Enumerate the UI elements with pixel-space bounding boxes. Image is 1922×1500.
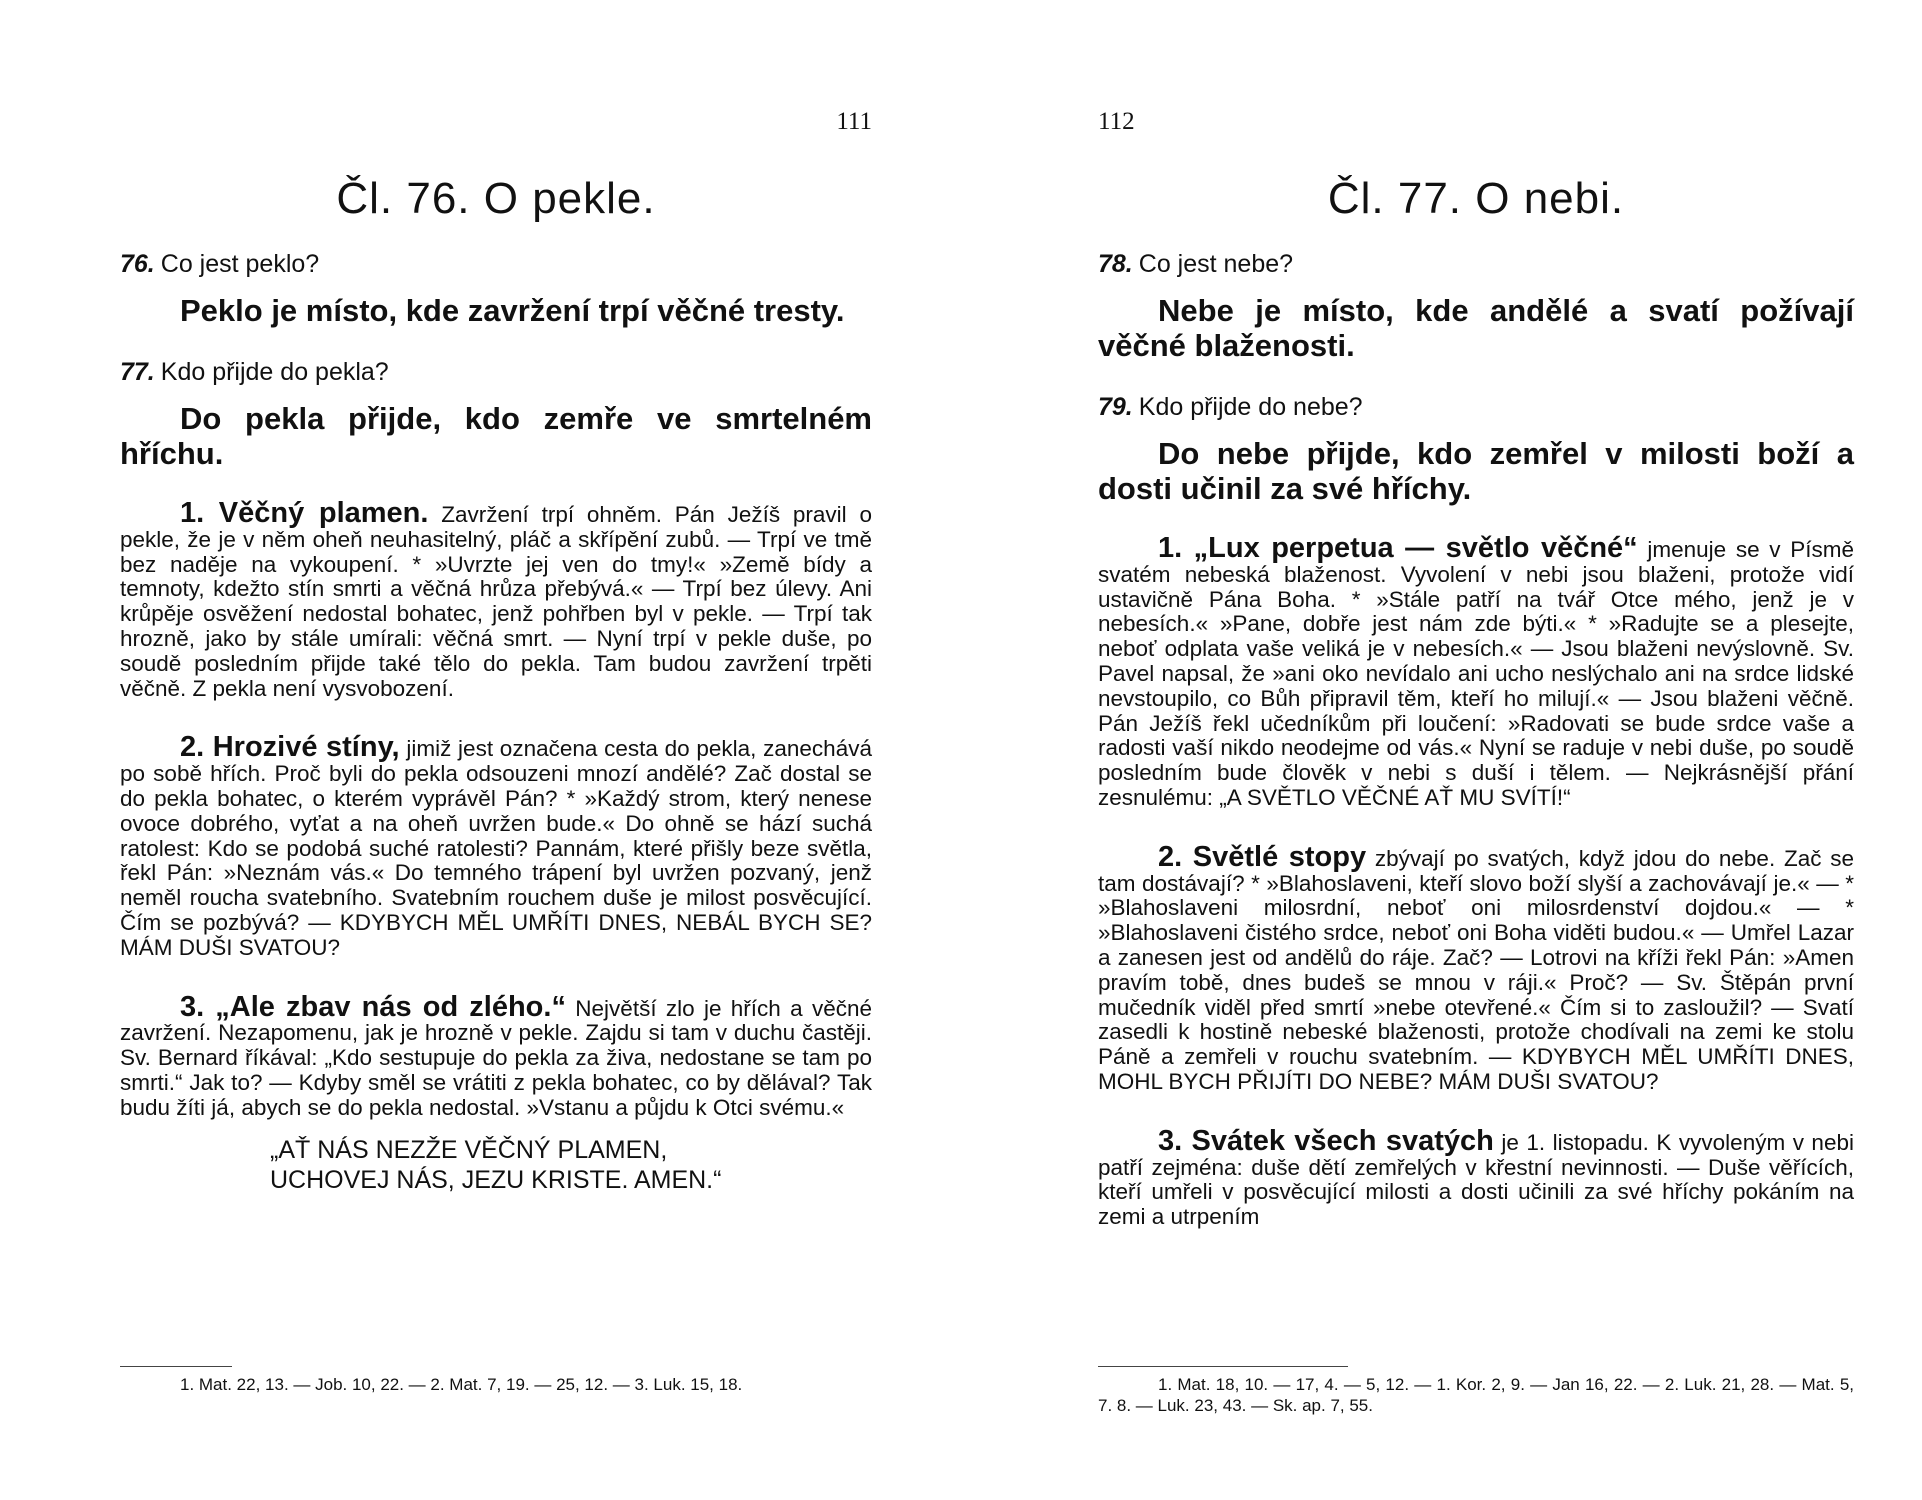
paragraph-heading: 2. Světlé stopy xyxy=(1158,840,1367,873)
right-page xyxy=(1098,0,1854,1500)
paragraph-heading: 1. „Lux perpetua — světlo věčné“ xyxy=(1158,532,1638,564)
question xyxy=(120,250,872,279)
chapter-title: Čl. 76. O pekle. xyxy=(336,174,656,223)
question-number: 79. xyxy=(1098,393,1133,421)
question xyxy=(120,358,872,387)
closing-prayer-line: UCHOVEJ NÁS, JEZU KRISTE. AMEN.“ xyxy=(270,1165,722,1194)
paragraph xyxy=(120,731,872,960)
paragraph-text: jmenuje se v Písmě svatém nebeská blaženost. Vyvolení v nebi jsou blaženi, protože vidí ustavičně Pána Boha. * »Stále patří na tvář Otce mého, jenž je v nebesích.« »Pane, dobře jest nám zde býti.« * »Radujte se a plesejte, neboť odplata vaše veliká je v nebesích.« — Jsou blaženi nevýslovně. Sv. Pavel napsal, že »ani oko nevídalo ani ucho neslýchalo ani na srdce lidské nevstoupilo, co Bůh připravil těm, kteří ho milují.« — Jsou blaženi věčně. Pán Ježíš řekl učedníkům při loučení: »Radovati se bude srdce vaše a radosti vaší nikdo neodejme od vás.« Nyní se raduje v nebi duše, po soudě posledním bude člověk v nebi s duší i tělem. — Nejkrásnější přání zesnulému: „A SVĚTLO VĚČNÉ AŤ MU SVÍTÍ!“ xyxy=(1098,537,1854,810)
chapter-title: Čl. 77. O nebi. xyxy=(1327,174,1625,223)
question xyxy=(1098,250,1854,279)
question-number: 77. xyxy=(120,358,155,386)
footnote-rule xyxy=(120,1366,232,1367)
paragraph-heading: 3. „Ale zbav nás od zlého.“ xyxy=(180,990,566,1023)
question-text: Co jest nebe? xyxy=(1138,250,1294,278)
paragraph-heading: 1. Věčný plamen. xyxy=(180,497,429,529)
paragraph-text: jimiž jest označena cesta do pekla, zanechává po sobě hřích. Proč byli do pekla odsouzeni mnozí andělé? Zač dostal se do pekla bohatec, o kterém vyprávěl Pán? * »Každý strom, který nenese ovoce dobrého, vyťat a na oheň uvržen bude.« Do ohně se hází suchá ratolest: Kdo se podobá suché ratolesti? Pannám, které přišly beze světla, řekl Pán: »Neznám vás.« Do temného trápení byl uvržen pozvaný, jenž neměl roucha svatebního. Svatebním rouchem duše je milost posvěcující. Čím se pozbývá? — KDYBYCH MĚL UMŘÍTI DNES, NEBÁL BYCH SE? MÁM DUŠI SVATOU? xyxy=(120,736,872,960)
page-number: 111 xyxy=(836,108,872,135)
answer: Nebe je místo, kde andělé a svatí požívají věčné blaženosti. xyxy=(1098,293,1854,363)
paragraph xyxy=(120,990,872,1121)
left-page xyxy=(120,0,872,1500)
paragraph-text: Zavržení trpí ohněm. Pán Ježíš pravil o pekle, že je v něm oheň neuhasitelný, pláč a skřípění zubů. — Trpí ve tmě bez naděje na vykoupení. * »Uvrzte jej ven do tmy!« »Země bídy a temnoty, kdežto stín smrti a věčná hrůza přebývá.« — Trpí bez úlevy. Ani krůpěje osvěžení nedostal bohatec, jenž pohřben byl v pekle. — Trpí tak hrozně, jako by stále umírali: věčná smrt. — Nyní trpí v pekle duše, po soudě posledním přijde také tělo do pekla. Tam budou zavržení trpěti věčně. Z pekla není vysvobození. xyxy=(120,502,872,701)
paragraph-heading: 3. Svátek všech svatých xyxy=(1158,1124,1494,1157)
question-text: Kdo přijde do nebe? xyxy=(1138,393,1363,421)
paragraph xyxy=(1098,1124,1854,1230)
question xyxy=(1098,393,1854,422)
paragraph-text: zbývají po svatých, když jdou do nebe. Zač se tam dostávají? * »Blahoslaveni, kteří slovo boží slyší a zachovávají je.« — * »Blahoslaveni milosrdní, neboť oni milosrdenství dojdou.« — * »Blahoslaveni čistého srdce, neboť oni Boha viděti budou.« — Umřel Lazar a zanesen jest od andělů do ráje. Zač? — Lotrovi na kříži řekl Pán: »Amen pravím tobě, dnes budeš se mnou v ráji.« Proč? — Sv. Štěpán první mučedník viděl před smrtí »nebe otevřené.« Čím si to zasloužil? — Svatí zasedli k hostině nebeské blaženosti, protože chodívali na zemi ke stolu Páně a zemřeli v rouchu svatebním. — KDYBYCH MĚL UMŘÍTI DNES, MOHL BYCH PŘIJÍTI DO NEBE? MÁM DUŠI SVATOU? xyxy=(1098,845,1854,1094)
question-number: 76. xyxy=(120,250,155,278)
paragraph-heading: 2. Hrozivé stíny, xyxy=(180,731,400,764)
page-content xyxy=(120,250,872,1195)
paragraph-text: je 1. listopadu. K vyvoleným v nebi patří zejména: duše dětí zemřelých v křestní nevinnosti. — Duše věřících, kteří umřeli v posvěcující milosti a dosti učinili za své hříchy pokáním na zemi a utrpením xyxy=(1098,1129,1854,1230)
question-text: Kdo přijde do pekla? xyxy=(160,358,389,386)
paragraph xyxy=(1098,840,1854,1095)
footnote: 1. Mat. 18, 10. — 17, 4. — 5, 12. — 1. Kor. 2, 9. — Jan 16, 22. — 2. Luk. 21, 28. — Mat. 5, 7. 8. — Luk. 23, 43. — Sk. ap. 7, 55. xyxy=(1098,1375,1854,1415)
answer: Do pekla přijde, kdo zemře ve smrtelném hříchu. xyxy=(120,401,872,471)
question-number: 78. xyxy=(1098,250,1133,278)
page-number: 112 xyxy=(1098,108,1135,135)
closing-prayer xyxy=(270,1135,872,1195)
closing-prayer-line: „AŤ NÁS NEZŽE VĚČNÝ PLAMEN, xyxy=(270,1135,668,1164)
paragraph xyxy=(120,497,872,701)
footnote: 1. Mat. 22, 13. — Job. 10, 22. — 2. Mat. 7, 19. — 25, 12. — 3. Luk. 15, 18. xyxy=(180,1375,743,1394)
paragraph xyxy=(1098,532,1854,811)
answer: Do nebe přijde, kdo zemřel v milosti boží a dosti učinil za své hříchy. xyxy=(1098,436,1854,506)
footnote-rule xyxy=(1098,1366,1348,1367)
page-content xyxy=(1098,250,1854,1230)
question-text: Co jest peklo? xyxy=(160,250,320,278)
paragraph-text: Největší zlo je hřích a věčné zavržení. Nezapomenu, jak je hrozně v pekle. Zajdu si tam v duchu častěji. Sv. Bernard říkával: „Kdo sestupuje do pekla za živa, nedostane se tam po smrti.“ Jak to? — Kdyby směl se vrátiti z pekla bohatec, co by dělával? Tak budu žíti já, abych se do pekla nedostal. »Vstanu a půjdu k Otci svému.« xyxy=(120,995,872,1120)
answer: Peklo je místo, kde zavržení trpí věčné tresty. xyxy=(180,293,845,328)
